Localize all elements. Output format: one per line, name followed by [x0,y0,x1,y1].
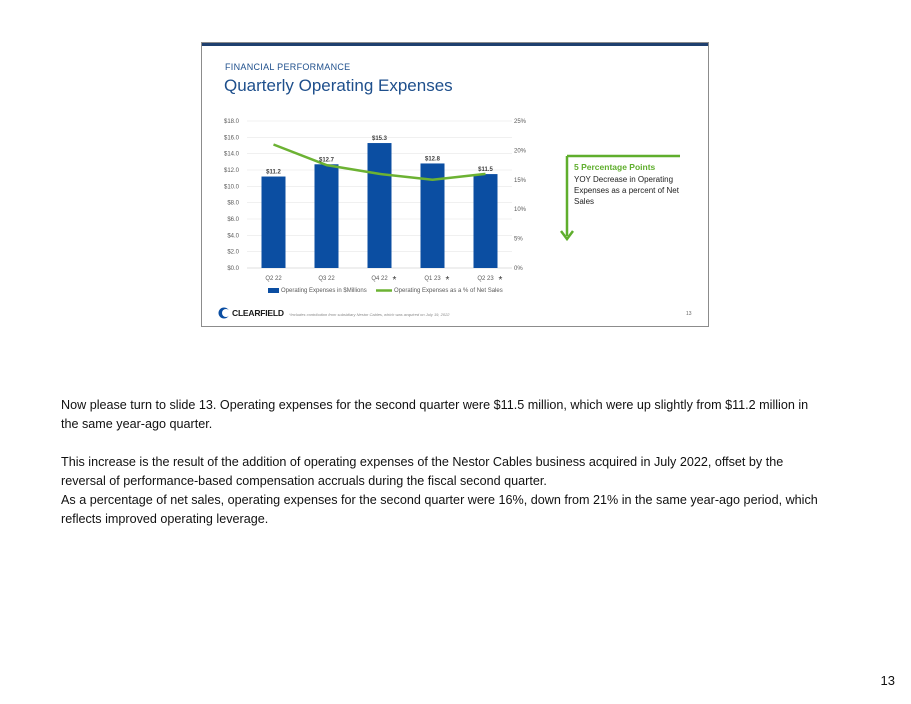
slide-number: 13 [686,311,692,317]
legend-swatch-bar [268,288,279,293]
slide-title: Quarterly Operating Expenses [224,76,453,95]
callout-title: 5 Percentage Points [574,162,656,172]
bar-data-label: $12.7 [318,157,335,164]
bar-data-label: $15.3 [371,136,388,143]
y-left-tick-label: $14.0 [223,151,239,158]
y-left-tick-label: $10.0 [223,184,239,191]
y-right-tick-label: 20% [514,148,527,155]
bar-data-label: $11.5 [478,167,493,174]
clearfield-logo-icon [218,307,230,319]
bar-data-label: $12.8 [424,156,441,163]
y-left-tick-label: $6.0 [227,217,239,223]
bar-data-label: $11.2 [266,169,281,176]
y-left-tick-label: $16.0 [223,135,239,142]
bar [262,177,286,268]
callout-text: YOY Decrease in Operating Expenses as a percent of Net Sales [574,175,679,206]
speaker-notes [61,396,821,529]
asterisk-mark: * [445,275,450,286]
x-tick-label: Q4 22 [371,276,388,282]
notes-paragraph-1: Now please turn to slide 13. Operating expenses for the second quarter were $11.5 million, which were up slightly from $11.2 million in the same year-ago quarter. [61,398,809,431]
bar [368,143,392,268]
y-right-tick-label: 15% [514,177,527,184]
notes-paragraph-2: This increase is the result of the addition of operating expenses of the Nestor Cables business acquired in July 2022, offset by the reversal of performance-based compensation accruals during the fiscal second quarter. [61,455,784,488]
y-left-tick-label: $8.0 [227,200,239,207]
legend [268,288,503,294]
y-left-tick-label: $12.0 [223,168,239,174]
logo-text: CLEARFIELD [232,308,284,318]
bar [315,164,339,268]
y-left-tick-label: $2.0 [227,249,239,256]
notes-paragraph-3: As a percentage of net sales, operating expenses for the second quarter were 16%, down from 21% in the same year-ago period, which reflects improved operating leverage. [61,493,818,526]
bar [474,174,498,268]
bar-series [262,143,498,268]
clearfield-logo [218,307,284,319]
y-right-tick-label: 0% [514,266,523,272]
y-left-tick-label: $18.0 [223,119,239,125]
legend-label-bar: Operating Expenses in $Millions [281,288,367,294]
asterisk-mark: * [392,275,397,286]
y-right-tick-label: 25% [514,119,527,125]
asterisk-mark: * [498,275,503,286]
y-left-tick-label: $0.0 [227,266,239,272]
x-tick-label: Q1 23 [424,276,441,282]
x-tick-label: Q2 23 [477,276,494,282]
x-tick-label: Q3 22 [318,276,335,282]
footnote: *Includes contribution from subsidiary Nestor Cables, which was acquired on July 19, 2022 [289,312,450,317]
legend-label-line: Operating Expenses as a % of Net Sales [394,288,503,294]
y-right-tick-label: 5% [514,236,523,243]
slide-thumbnail [201,42,709,327]
section-label: FINANCIAL PERFORMANCE [225,62,351,72]
y-left-tick-label: $4.0 [227,233,239,240]
page-number: 13 [880,673,895,688]
x-tick-label: Q2 22 [265,276,282,282]
y-right-tick-label: 10% [514,207,527,214]
